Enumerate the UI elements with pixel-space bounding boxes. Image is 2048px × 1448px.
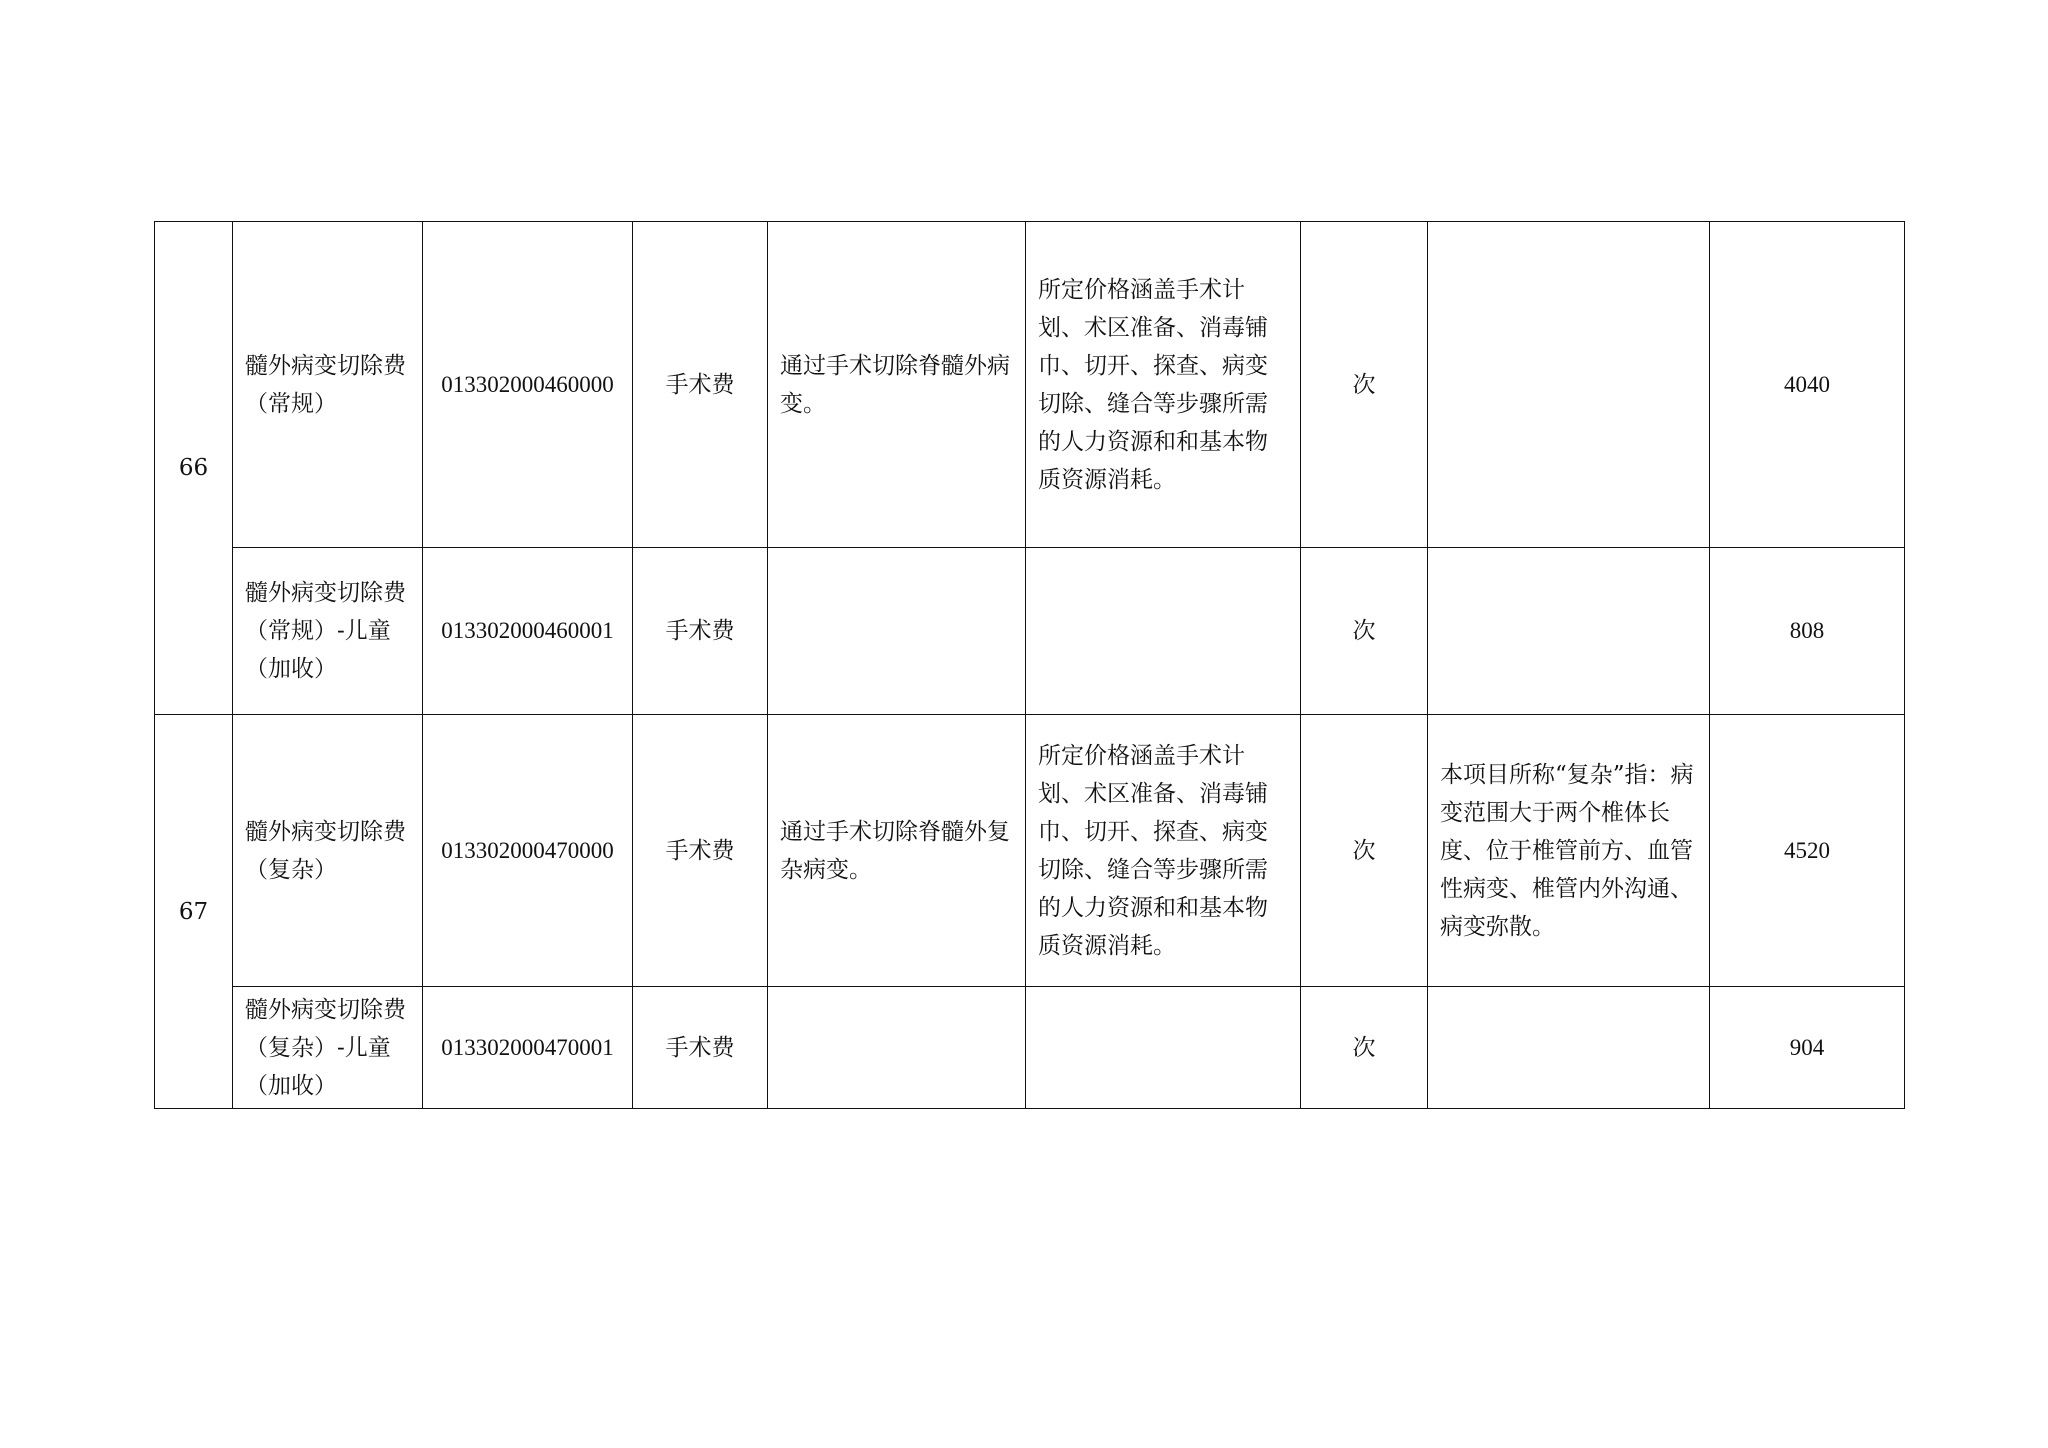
item-number-cell: 66 (155, 222, 233, 715)
item-name-cell: 髓外病变切除费（复杂）-儿童（加收） (233, 987, 423, 1109)
price-cell: 4040 (1710, 222, 1905, 548)
note-cell (1428, 222, 1710, 548)
table-row (155, 987, 1905, 1109)
unit-cell: 次 (1301, 715, 1428, 987)
price-cell: 904 (1710, 987, 1905, 1109)
fee-category-cell: 手术费 (633, 987, 768, 1109)
note-cell (1428, 548, 1710, 715)
item-name-cell: 髓外病变切除费（复杂） (233, 715, 423, 987)
description-cell: 通过手术切除脊髓外病变。 (768, 222, 1026, 548)
description-cell (768, 987, 1026, 1109)
fee-category-cell: 手术费 (633, 548, 768, 715)
price-scope-cell: 所定价格涵盖手术计划、术区准备、消毒铺巾、切开、探查、病变切除、缝合等步骤所需的人力资源和和基本物质资源消耗。 (1026, 222, 1301, 548)
table-row (155, 548, 1905, 715)
table-row (155, 715, 1905, 987)
price-cell: 4520 (1710, 715, 1905, 987)
item-code-cell: 013302000460000 (423, 222, 633, 548)
price-scope-cell (1026, 548, 1301, 715)
item-code-cell: 013302000460001 (423, 548, 633, 715)
item-number-cell: 67 (155, 715, 233, 1109)
unit-cell: 次 (1301, 987, 1428, 1109)
price-table (154, 221, 1905, 1109)
item-name-cell: 髓外病变切除费（常规）-儿童（加收） (233, 548, 423, 715)
item-code-cell: 013302000470000 (423, 715, 633, 987)
fee-category-cell: 手术费 (633, 222, 768, 548)
price-scope-cell (1026, 987, 1301, 1109)
description-cell (768, 548, 1026, 715)
price-scope-cell: 所定价格涵盖手术计划、术区准备、消毒铺巾、切开、探查、病变切除、缝合等步骤所需的人力资源和和基本物质资源消耗。 (1026, 715, 1301, 987)
note-cell: 本项目所称“复杂”指：病变范围大于两个椎体长度、位于椎管前方、血管性病变、椎管内外沟通、病变弥散。 (1428, 715, 1710, 987)
unit-cell: 次 (1301, 222, 1428, 548)
unit-cell: 次 (1301, 548, 1428, 715)
fee-category-cell: 手术费 (633, 715, 768, 987)
description-cell: 通过手术切除脊髓外复杂病变。 (768, 715, 1026, 987)
item-name-cell: 髓外病变切除费（常规） (233, 222, 423, 548)
item-code-cell: 013302000470001 (423, 987, 633, 1109)
price-cell: 808 (1710, 548, 1905, 715)
table-row (155, 222, 1905, 548)
note-cell (1428, 987, 1710, 1109)
